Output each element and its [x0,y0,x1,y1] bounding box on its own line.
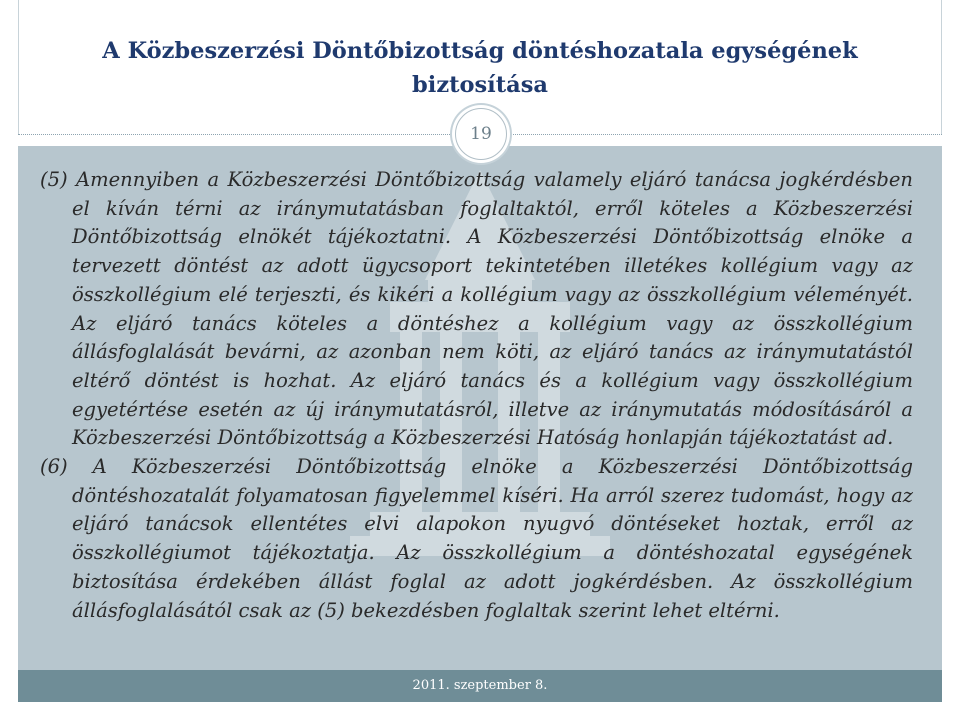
frame-right-line [941,0,942,134]
footer-date: 2011. szeptember 8. [412,678,548,693]
paragraph-5: (5) Amennyiben a Közbeszerzési Döntőbizottság valamely eljáró tanácsa jogkérdésben el kíván térni az iránymutatásban foglaltaktól, erről köteles a Közbeszerzési Döntőbizottság elnökét tájékoztatni. A Közbeszerzési Döntőbizottság elnöke a tervezett döntést az adott ügycsoport tekintetében illetékes kollégium vagy az összkollégium elé terjeszti, és kikéri a kollégium vagy az összkollégium véleményét. Az eljáró tanács köteles a döntéshez a kollégium vagy az összkollégium állásfoglalását bevárni, az azonban nem köti, az eljáró tanács az iránymutatástól eltérő döntést is hozhat. Az eljáró tanács és a kollégium vagy összkollégium egyetértése esetén az új iránymutatásról, illetve az iránymutatás módosításáról a Közbeszerzési Döntőbizottság a Közbeszerzési Hatóság honlapján tájékoztatást ad. [40,168,913,450]
slide-title: A Közbeszerzési Döntőbizottság döntéshozatala egységének biztosítása [102,38,858,98]
body-text [40,166,913,625]
frame-left-line [18,0,19,134]
page-number: 19 [470,124,492,144]
footer-bar [18,670,942,702]
paragraph-6: (6) A Közbeszerzési Döntőbizottság elnöke a Közbeszerzési Döntőbizottság döntéshozatalát folyamatosan figyelemmel kíséri. Ha arról szerez tudomást, hogy az eljáró tanácsok ellentétes elvi alapokon nyugvó döntéseket hoztak, erről az összkollégiumot tájékoztatja. Az összkollégium a döntéshozatal egységének biztosítása érdekében állást foglal az adott jogkérdésben. Az összkollégium állásfoglalásától csak az (5) bekezdésben foglaltak szerint lehet eltérni. [40,455,913,622]
page-number-badge [455,108,507,160]
